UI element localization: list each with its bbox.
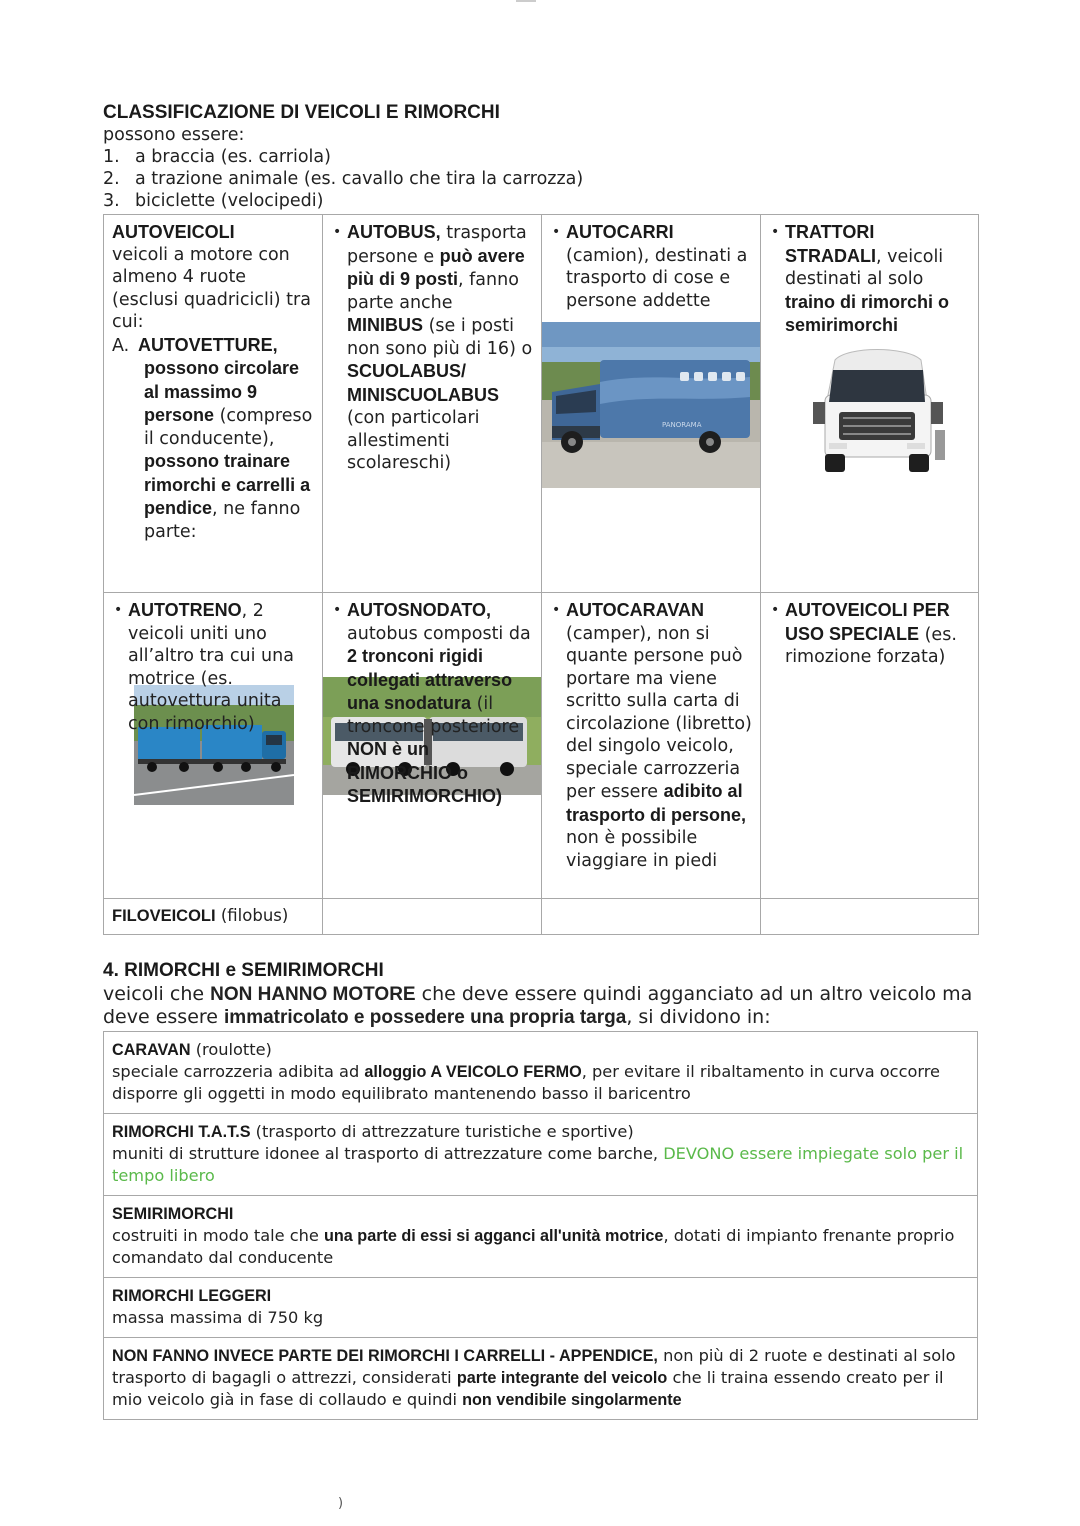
cell-autoveicoli-speciale	[761, 593, 979, 899]
autovetture-heading: A. AUTOVETTURE,	[112, 334, 278, 356]
row-carrelli: NON FANNO INVECE PARTE DEI RIMORCHI I CARRELLI - APPENDICE, non più di 2 ruote e destinati al solo trasporto di bagagli o attrezzi, considerati parte integrante del veicolo che li traina essendo creato per il mio veicolo già in fase di collaudo e quindi non vendibile singolarmente	[104, 1338, 978, 1420]
autovetture-desc: possono circolare al massimo 9 persone (compreso il conducente), possono trainare rimorchi e carrelli a pendice, ne fanno parte:	[144, 358, 313, 542]
bullet-item: • AUTOBUS, trasporta persone e può avere più di 9 posti, fanno parte anche MINIBUS (se i posti non sono più di 16) o SCUOLABUS/ MINISCUOLABUS (con particolari allestimenti scolareschi)	[331, 221, 533, 475]
list-item: 3. biciclette (velocipedi)	[103, 191, 324, 211]
bullet-item: • AUTOCARAVAN (camper), non si quante persone può portare ma viene scritto sulla carta di circolazione (libretto) del singolo veicolo, speciale carrozzeria per essere adibito al trasporto di persone, non è possibile viaggiare in piedi	[550, 599, 752, 872]
cell-autotreno	[104, 593, 323, 899]
cell-filoveicoli: FILOVEICOLI (filobus)	[104, 899, 323, 935]
tractor-photo	[807, 340, 947, 475]
intro-lead: possono essere:	[103, 125, 245, 145]
page-top-mark	[516, 0, 536, 2]
cell-autosnodato	[323, 593, 542, 899]
rimorchi-table	[103, 1031, 978, 1420]
cell-autocarri	[542, 215, 761, 593]
truck-photo	[542, 322, 760, 488]
cell-trattori	[761, 215, 979, 593]
page-title: CLASSIFICAZIONE DI VEICOLI E RIMORCHI	[103, 102, 500, 123]
bullet-item: • TRATTORI STRADALI, veicoli destinati al solo traino di rimorchi o semirimorchi	[769, 221, 970, 338]
row-semirimorchi: SEMIRIMORCHI costruiti in modo tale che una parte di essi si agganci all'unità motrice, dotati di impianto frenante proprio comandato dal conducente	[104, 1196, 978, 1278]
cell-empty	[323, 899, 542, 935]
cell-autobus	[323, 215, 542, 593]
bullet-item: • AUTOCARRI (camion), destinati a trasporto di cose e persone addette	[550, 221, 752, 312]
cell-desc: veicoli a motore con almeno 4 ruote (esclusi quadricicli) tra cui:	[112, 244, 311, 332]
cell-autoveicoli	[104, 215, 323, 593]
list-item: 1. a braccia (es. carriola)	[103, 147, 331, 167]
bullet-item: • AUTOTRENO, 2 veicoli uniti uno all’altro tra cui una motrice (es. autovettura unita con rimorchio)	[112, 599, 314, 735]
cell-autocaravan	[542, 593, 761, 899]
row-tats: RIMORCHI T.A.T.S (trasporto di attrezzature turistiche e sportive) muniti di strutture idonee al trasporto di attrezzature come barche, DEVONO essere impiegate solo per il tempo libero	[104, 1114, 978, 1196]
vehicle-grid	[103, 214, 979, 935]
cell-empty	[761, 899, 979, 935]
intro	[103, 124, 583, 212]
row-caravan: CARAVAN (roulotte) speciale carrozzeria adibita ad alloggio A VEICOLO FERMO, per evitare il ribaltamento in curva occorre disporre gli oggetti in modo equilibrato mantenendo basso il baricentro	[104, 1032, 978, 1114]
section-desc: veicoli che NON HANNO MOTORE che deve essere quindi agganciato ad un altro veicolo ma deve essere immatricolato e possedere una propria targa, si dividono in:	[103, 983, 973, 1028]
row-leggeri: RIMORCHI LEGGERI massa massima di 750 kg	[104, 1278, 978, 1338]
section-title: 4. RIMORCHI e SEMIRIMORCHI	[103, 960, 384, 981]
bullet-item: • AUTOSNODATO, autobus composti da 2 tronconi rigidi collegati attraverso una snodatura (il troncone posteriore NON è un RIMORCHIO o SEMIRIMORCHIO)	[331, 599, 533, 809]
svg-text:PANORAMA: PANORAMA	[662, 421, 702, 429]
bullet-item: • AUTOVEICOLI PER USO SPECIALE (es. rimozione forzata)	[769, 599, 970, 669]
intro-list	[103, 146, 583, 212]
cell-title: AUTOVEICOLI	[112, 222, 235, 242]
footer-mark: )	[338, 1496, 344, 1511]
cell-empty	[542, 899, 761, 935]
list-item: 2. a trazione animale (es. cavallo che tira la carrozza)	[103, 169, 584, 189]
